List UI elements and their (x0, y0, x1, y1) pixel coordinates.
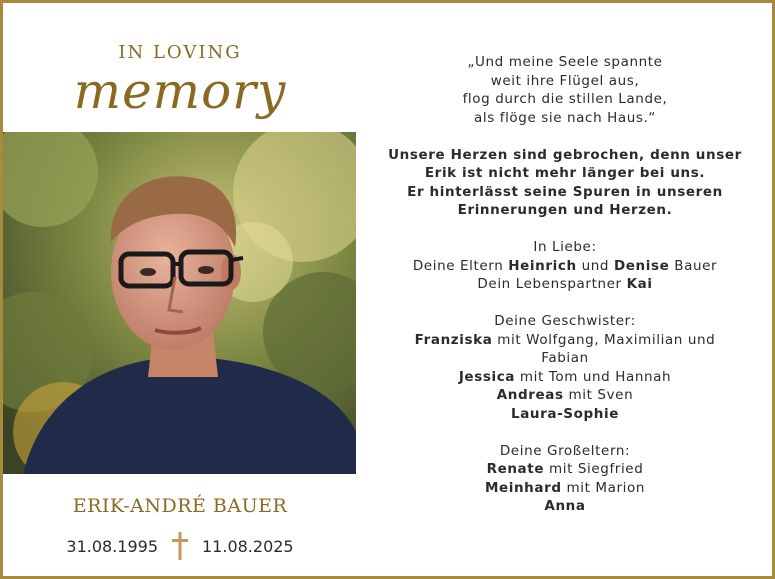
heading-in-loving: IN LOVING (118, 42, 242, 63)
siblings-title: Deine Geschwister: (494, 313, 636, 329)
heading-memory: memory (73, 62, 287, 120)
birth-date: 31.08.1995 (66, 536, 158, 556)
parents-line: Deine Eltern Heinrich und Denise Bauer (412, 257, 718, 274)
partner-line: Dein Lebenspartner Kai (477, 276, 653, 292)
portrait-photo (3, 132, 356, 474)
poem-line: „Und meine Seele spannte (467, 54, 663, 70)
sibling-line: Jessica mit Tom und Hannah (458, 368, 672, 385)
sibling-line-cont: Fabian (541, 350, 589, 366)
death-date: 11.08.2025 (202, 536, 294, 556)
message (365, 146, 765, 220)
family-intro: In Liebe: (533, 239, 597, 255)
poem-line: als flöge sie nach Haus.“ (473, 109, 657, 126)
message-line: Erinnerungen und Herzen. (457, 202, 673, 218)
poem-line: flog durch die stillen Lande, (462, 91, 668, 107)
portrait-illustration (3, 132, 356, 474)
message-line: Er hinterlässt seine Spuren in unseren (407, 183, 723, 200)
text-column (365, 53, 765, 516)
sibling-line: Andreas mit Sven (496, 387, 634, 403)
deceased-name: ERIK-ANDRÉ BAUER (72, 495, 288, 517)
sibling-line: Laura-Sophie (511, 405, 619, 422)
life-dates (33, 531, 327, 561)
sibling-line: Franziska mit Wolfgang, Maximilian und (414, 331, 716, 348)
family-section (365, 238, 765, 516)
grandparent-line: Renate mit Siegfried (486, 461, 644, 477)
message-line: Erik ist nicht mehr länger bei uns. (424, 165, 706, 181)
poem (365, 53, 765, 127)
grandparents-title: Deine Großeltern: (499, 442, 631, 459)
grandparent-line: Anna (544, 498, 586, 514)
cross-icon (172, 531, 188, 561)
grandparent-line: Meinhard mit Marion (484, 479, 646, 496)
message-line: Unsere Herzen sind gebrochen, denn unser (388, 146, 742, 163)
poem-line: weit ihre Flügel aus, (490, 72, 640, 89)
